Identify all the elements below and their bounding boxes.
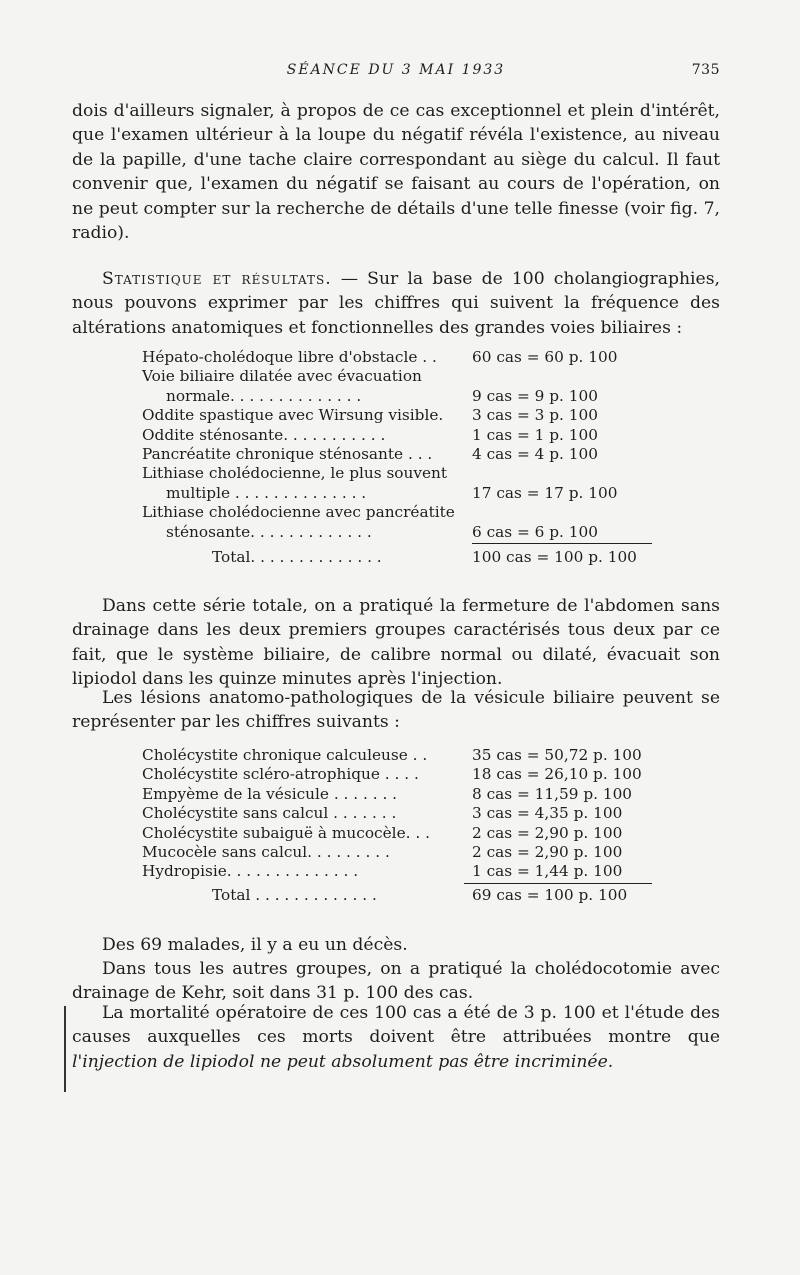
running-title: SÉANCE DU 3 MAI 1933 [286,62,506,78]
table-row [142,746,652,765]
row-label: Lithiase cholédocienne avec pancréatite [142,503,455,522]
row-label: Pancréatite chronique sténosante . . . [142,444,433,463]
row-label: Oddite spastique avec Wirsung visible. [142,406,444,425]
table-total-row [142,548,652,567]
row-label: Voie biliaire dilatée avec évacuation [142,367,422,386]
row-label: Hydropisie. . . . . . . . . . . . . . [142,862,359,881]
row-value: 6 cas = 6 p. 100 [472,522,598,541]
row-value: 35 cas = 50,72 p. 100 [472,746,642,764]
row-value: 60 cas = 60 p. 100 [472,348,618,366]
row-label: Lithiase cholédocienne, le plus souvent [142,464,448,483]
table-row-continued [142,387,652,406]
row-label: Mucocèle sans calcul. . . . . . . . . [142,842,390,861]
page-number: 735 [691,62,720,78]
section-heading: Statistique et résultats. [102,269,332,289]
gallbladder-table [142,746,652,905]
row-label: Hépato-cholédoque libre d'obstacle . . [142,348,437,366]
table-row [142,785,652,804]
table-row [142,426,652,445]
row-label: Cholécystite chronique calculeuse . . [142,746,428,764]
row-label: Empyème de la vésicule . . . . . . . [142,784,398,803]
cholangiography-table [142,348,652,567]
table-row-continued [142,484,652,503]
total-label: Total. . . . . . . . . . . . . . [212,547,382,566]
paragraph-kehr: Dans tous les autres groupes, on a pratiqué la cholédocotomie avec drainage de Kehr, soit dans 31 p. 100 des cas. [72,959,720,1004]
total-label: Total . . . . . . . . . . . . . [212,885,377,904]
table-row [142,765,652,784]
row-value: 3 cas = 3 p. 100 [472,406,598,425]
paragraph-drainage: Dans cette série totale, on a pratiqué la fermeture de l'abdomen sans drainage dans les deux premiers groupes caractérisés tous deux par ce fait, que le système biliaire, de calibre normal ou dilaté, évacuait son lipiodol dans les quinze minutes après l'injection. [72,596,720,690]
row-label: Cholécystite subaiguë à mucocèle. . . [142,823,430,842]
row-value: 18 cas = 26,10 p. 100 [472,765,642,784]
table-row [142,348,652,367]
paragraph-deaths: Des 69 malades, il y a eu un décès. [102,935,408,955]
row-label: Cholécystite sans calcul . . . . . . . [142,804,397,823]
row-value: 1 cas = 1 p. 100 [472,425,598,444]
row-value: 8 cas = 11,59 p. 100 [472,784,633,803]
table-row [142,824,652,843]
row-value: 1 cas = 1,44 p. 100 [472,862,623,881]
table-row [142,406,652,425]
margin-annotation-line [64,1006,66,1092]
row-label: Oddite sténosante. . . . . . . . . . . [142,425,386,444]
row-value: 9 cas = 9 p. 100 [472,386,598,405]
table-row [142,804,652,823]
total-rule [464,883,652,884]
row-label: Cholécystite scléro-atrophique . . . . [142,765,419,784]
table-total-row [142,886,652,905]
section-text: — Sur la base de 100 cholangiographies, nous pouvons exprimer par les chiffres qui suivent la fréquence des altérations anatomiques et fonctionnelles des grandes voies biliaires : [72,269,720,338]
statistics-paragraph [72,267,720,340]
mortality-text: La mortalité opératoire de ces 100 cas a été de 3 p. 100 et l'étude des causes auxquelles ces morts doivent être attribuées montre que [72,1003,720,1048]
row-value: 17 cas = 17 p. 100 [472,483,618,502]
row-label-continued: sténosante. . . . . . . . . . . . . [166,522,372,541]
paragraph-continuation: dois d'ailleurs signaler, à propos de ce cas exceptionnel et plein d'intérêt, que l'examen ultérieur à la loupe du négatif révéla l'existence, au niveau de la papille, d'une tache claire correspondant au siège du calcul. Il faut convenir que, l'examen du négatif se faisant au cours de l'opération, on ne peut compter sur la recherche de détails d'une telle finesse (voir fig. 7, radio). [72,101,720,244]
row-value: 2 cas = 2,90 p. 100 [472,842,623,861]
table-row [142,503,652,522]
mortality-emphasis: l'injection de lipiodol ne peut absolument pas être incriminée. [72,1051,614,1072]
row-value: 4 cas = 4 p. 100 [472,444,598,463]
table-row [142,862,652,881]
row-value: 3 cas = 4,35 p. 100 [472,804,623,823]
paragraph-mortality [72,1001,720,1074]
table-row-continued [142,523,652,542]
running-header [72,62,720,82]
paragraph-lesions: Les lésions anatomo-pathologiques de la vésicule biliaire peuvent se représenter par les chiffres suivants : [72,688,720,733]
total-rule [472,543,652,544]
row-value: 2 cas = 2,90 p. 100 [472,823,623,842]
table-row [142,464,652,483]
total-value: 100 cas = 100 p. 100 [472,547,637,566]
row-label-continued: normale. . . . . . . . . . . . . . [166,386,362,405]
table-row [142,367,652,386]
total-value: 69 cas = 100 p. 100 [472,885,628,904]
table-row [142,445,652,464]
row-label-continued: multiple . . . . . . . . . . . . . . [166,483,367,502]
table-row [142,843,652,862]
